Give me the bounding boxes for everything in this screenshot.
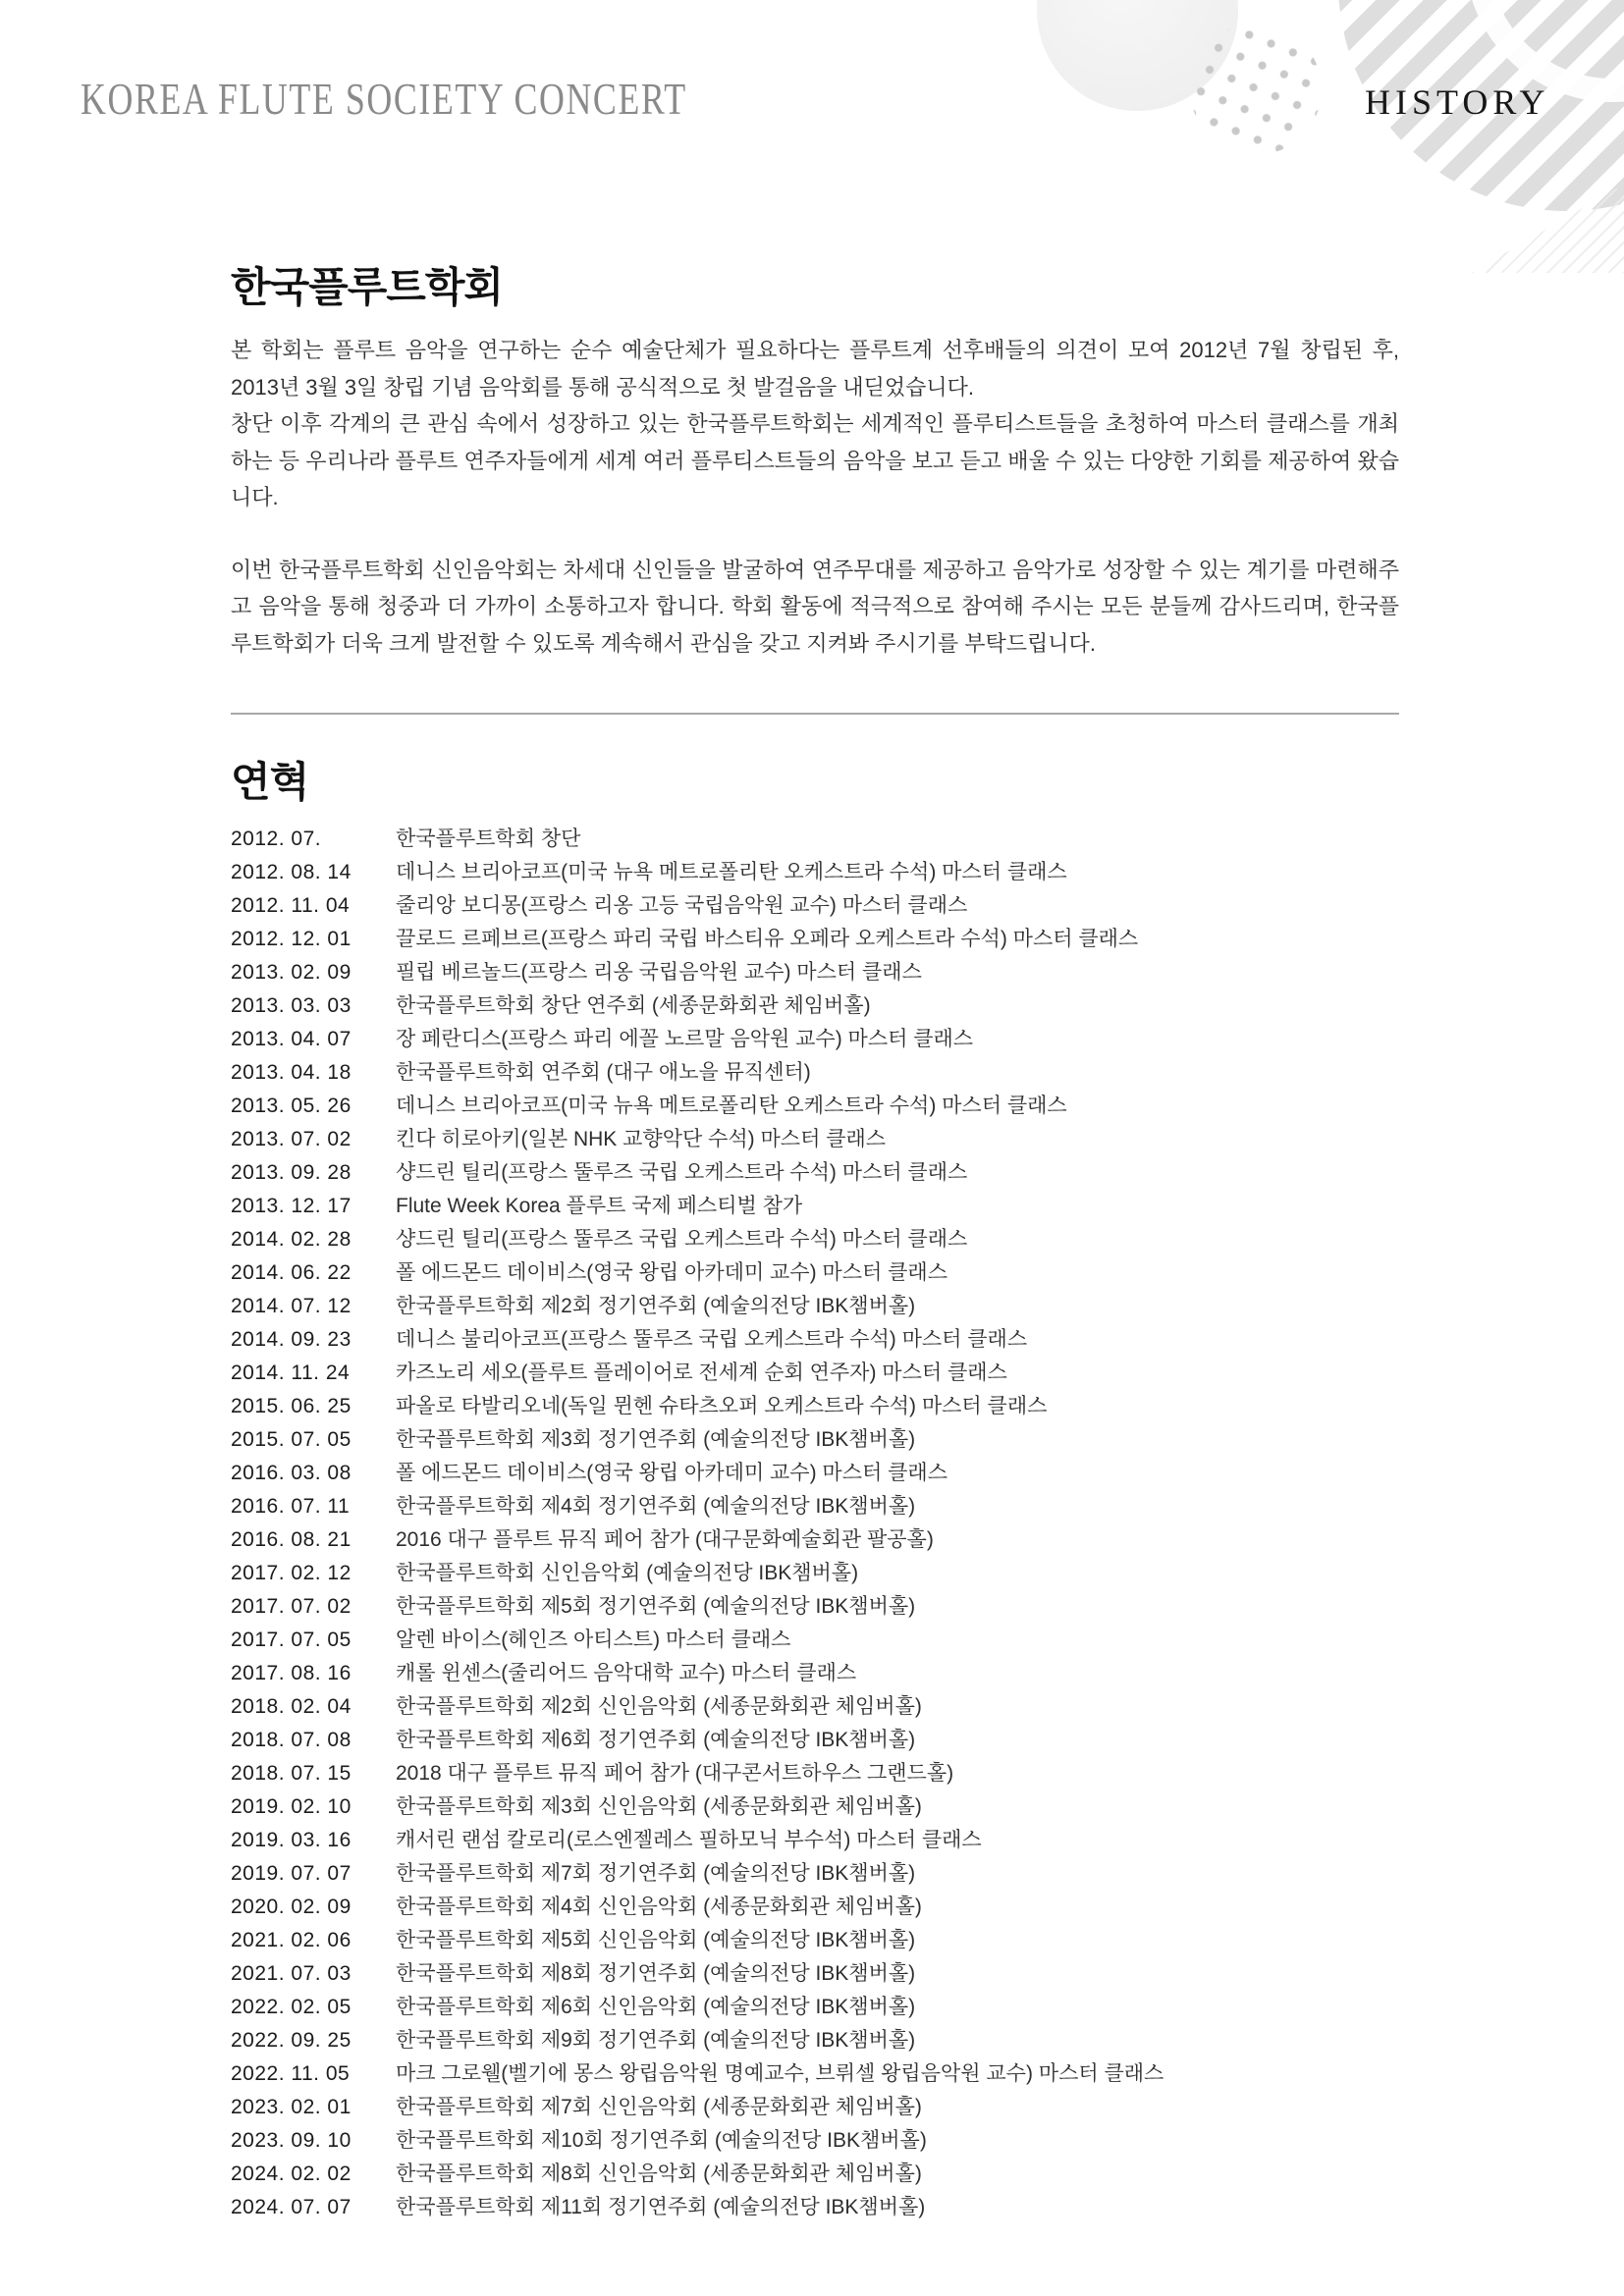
history-date: 2013. 03. 03 (231, 994, 352, 1017)
history-event: 한국플루트학회 제4회 정기연주회 (예술의전당 IBK챔버홀) (396, 1495, 916, 1518)
history-event: 파올로 타발리오네(독일 뮌헨 슈타츠오퍼 오케스트라 수석) 마스터 클래스 (396, 1395, 1048, 1417)
history-row (231, 1190, 1399, 1223)
history-row (231, 1223, 1399, 1256)
history-event: 한국플루트학회 창단 (396, 828, 581, 850)
history-date: 2013. 04. 18 (231, 1061, 352, 1084)
history-date: 2013. 02. 09 (231, 961, 352, 984)
section-divider (231, 713, 1399, 715)
history-row (231, 1290, 1399, 1323)
history-row (231, 1256, 1399, 1290)
history-event: 샹드린 틸리(프랑스 뚤루즈 국립 오케스트라 수석) 마스터 클래스 (396, 1161, 968, 1184)
history-event: 한국플루트학회 제11회 정기연주회 (예술의전당 IBK챔버홀) (396, 2196, 926, 2218)
history-date: 2018. 07. 08 (231, 1729, 352, 1751)
history-row (231, 1757, 1399, 1790)
history-event: 한국플루트학회 제5회 신인음악회 (예술의전당 IBK챔버홀) (396, 1929, 916, 1951)
history-event: 한국플루트학회 제3회 신인음악회 (세종문화회관 체임버홀) (396, 1795, 922, 1818)
history-event: 한국플루트학회 제8회 정기연주회 (예술의전당 IBK챔버홀) (396, 1962, 916, 1985)
about-paragraph: 이번 한국플루트학회 신인음악회는 차세대 신인들을 발굴하여 연주무대를 제공하고 음악가로 성장할 수 있는 계기를 마련해주고 음악을 통해 청중과 더 가까이 소통하고자 합니다. 학회 활동에 적극적으로 참여해 주시는 모든 분들께 감사드리며, 한국플루트학회가 더욱 크게 발전할 수 있도록 계속해서 관심을 갖고 지켜봐 주시기를 부탁드립니다. (231, 557, 1399, 656)
history-row (231, 1156, 1399, 1190)
section-label-history: HISTORY (1365, 82, 1550, 122)
history-event: 한국플루트학회 제8회 신인음악회 (세종문화회관 체임버홀) (396, 2163, 922, 2185)
history-date: 2017. 07. 02 (231, 1595, 352, 1618)
history-row (231, 1824, 1399, 1857)
history-date: 2017. 08. 16 (231, 1662, 352, 1684)
history-date: 2014. 09. 23 (231, 1328, 352, 1351)
history-row (231, 1357, 1399, 1390)
history-timeline (231, 823, 1399, 2224)
history-date: 2018. 02. 04 (231, 1695, 352, 1718)
history-row (231, 1624, 1399, 1657)
about-heading: 한국플루트학회 (231, 264, 504, 310)
history-date: 2021. 02. 06 (231, 1929, 352, 1951)
history-row (231, 1857, 1399, 1891)
history-event: 한국플루트학회 제7회 정기연주회 (예술의전당 IBK챔버홀) (396, 1862, 916, 1885)
history-row (231, 1557, 1399, 1590)
history-row (231, 1724, 1399, 1757)
history-row (231, 856, 1399, 889)
history-date: 2014. 07. 12 (231, 1295, 352, 1317)
history-event: 알렌 바이스(헤인즈 아티스트) 마스터 클래스 (396, 1629, 791, 1651)
history-date: 2021. 07. 03 (231, 1962, 352, 1985)
history-date: 2020. 02. 09 (231, 1896, 352, 1918)
history-date: 2016. 03. 08 (231, 1462, 352, 1484)
history-row (231, 1056, 1399, 1090)
history-row (231, 1023, 1399, 1056)
about-paragraph-line: 창단 이후 각계의 큰 관심 속에서 성장하고 있는 한국플루트학회는 세계적인 플루티스트들을 초청하여 마스터 클래스를 개최하는 등 우리나라 플루트 연주자들에게 세계 여러 플루티스트들의 음악을 보고 듣고 배울 수 있는 다양한 기회를 제공하여 왔습니다. (231, 411, 1399, 509)
history-event: 캐롤 윈센스(줄리어드 음악대학 교수) 마스터 클래스 (396, 1662, 857, 1684)
history-date: 2015. 06. 25 (231, 1395, 352, 1417)
history-row (231, 1590, 1399, 1624)
history-date: 2023. 09. 10 (231, 2129, 352, 2152)
history-event: 필립 베르놀드(프랑스 리옹 국립음악원 교수) 마스터 클래스 (396, 961, 922, 984)
history-date: 2017. 07. 05 (231, 1629, 352, 1651)
history-date: 2013. 12. 17 (231, 1195, 352, 1217)
history-row (231, 823, 1399, 856)
history-event: 줄리앙 보디몽(프랑스 리옹 고등 국립음악원 교수) 마스터 클래스 (396, 894, 968, 917)
history-row (231, 1924, 1399, 1957)
history-event: 카즈노리 세오(플루트 플레이어로 전세계 순회 연주자) 마스터 클래스 (396, 1362, 1007, 1384)
history-event: 데니스 불리아코프(프랑스 뚤루즈 국립 오케스트라 수석) 마스터 클래스 (396, 1328, 1028, 1351)
history-date: 2014. 06. 22 (231, 1261, 352, 1284)
history-event: 한국플루트학회 제2회 정기연주회 (예술의전당 IBK챔버홀) (396, 1295, 916, 1317)
history-date: 2012. 07. (231, 828, 322, 850)
history-date: 2019. 07. 07 (231, 1862, 352, 1885)
history-row (231, 889, 1399, 923)
about-text-block (231, 332, 1399, 662)
content-area (231, 0, 1399, 2224)
history-event: 캐서린 랜섬 칼로리(로스엔젤레스 필하모닉 부수석) 마스터 클래스 (396, 1829, 982, 1851)
history-row (231, 2024, 1399, 2057)
history-date: 2024. 02. 02 (231, 2163, 352, 2185)
history-event: 한국플루트학회 제6회 신인음악회 (예술의전당 IBK챔버홀) (396, 1996, 916, 2018)
history-date: 2022. 02. 05 (231, 1996, 352, 2018)
history-row (231, 1457, 1399, 1490)
history-event: 샹드린 틸리(프랑스 뚤루즈 국립 오케스트라 수석) 마스터 클래스 (396, 1228, 968, 1251)
about-paragraph-line: 본 학회는 플루트 음악을 연구하는 순수 예술단체가 필요하다는 플루트계 선후배들의 의견이 모여 2012년 7월 창립된 후, 2013년 3월 3일 창립 기념 음악회를 통해 공식적으로 첫 발걸음을 내딛었습니다. (231, 338, 1399, 400)
history-date: 2013. 04. 07 (231, 1028, 352, 1050)
history-date: 2013. 07. 02 (231, 1128, 352, 1150)
history-date: 2017. 02. 12 (231, 1562, 352, 1584)
history-event: 끌로드 르페브르(프랑스 파리 국립 바스티유 오페라 오케스트라 수석) 마스터 클래스 (396, 928, 1139, 950)
history-date: 2024. 07. 07 (231, 2196, 352, 2218)
history-row (231, 1490, 1399, 1523)
history-date: 2013. 09. 28 (231, 1161, 352, 1184)
history-event: 폴 에드몬드 데이비스(영국 왕립 아카데미 교수) 마스터 클래스 (396, 1261, 947, 1284)
history-event: 한국플루트학회 제4회 신인음악회 (세종문화회관 체임버홀) (396, 1896, 922, 1918)
history-event: 2016 대구 플루트 뮤직 페어 참가 (대구문화예술회관 팔공홀) (396, 1528, 934, 1551)
history-row (231, 1891, 1399, 1924)
history-event: 킨다 히로아키(일본 NHK 교향악단 수석) 마스터 클래스 (396, 1128, 887, 1150)
history-row (231, 2057, 1399, 2091)
history-row (231, 1323, 1399, 1357)
brand-title: KOREA FLUTE SOCIETY CONCERT (81, 74, 687, 124)
history-row (231, 1991, 1399, 2024)
history-row (231, 1790, 1399, 1824)
history-row (231, 2191, 1399, 2224)
history-row (231, 1690, 1399, 1724)
history-row (231, 1390, 1399, 1423)
history-event: 데니스 브리아코프(미국 뉴욕 메트로폴리탄 오케스트라 수석) 마스터 클래스 (396, 1095, 1067, 1117)
history-date: 2022. 11. 05 (231, 2062, 351, 2085)
history-date: 2012. 12. 01 (231, 928, 352, 950)
history-row (231, 989, 1399, 1023)
history-event: 한국플루트학회 신인음악회 (예술의전당 IBK챔버홀) (396, 1562, 859, 1584)
history-date: 2019. 02. 10 (231, 1795, 352, 1818)
history-date: 2013. 05. 26 (231, 1095, 352, 1117)
history-heading: 연혁 (231, 759, 309, 805)
history-event: 한국플루트학회 제6회 정기연주회 (예술의전당 IBK챔버홀) (396, 1729, 916, 1751)
history-date: 2016. 07. 11 (231, 1495, 351, 1518)
history-event: 마크 그로웰(벨기에 몽스 왕립음악원 명예교수, 브뤼셀 왕립음악원 교수) 마스터 클래스 (396, 2062, 1164, 2085)
history-event: 장 페란디스(프랑스 파리 에꼴 노르말 음악원 교수) 마스터 클래스 (396, 1028, 974, 1050)
history-row (231, 2158, 1399, 2191)
history-event: 한국플루트학회 제7회 신인음악회 (세종문화회관 체임버홀) (396, 2096, 922, 2118)
history-event: 한국플루트학회 연주회 (대구 애노을 뮤직센터) (396, 1061, 811, 1084)
history-row (231, 956, 1399, 989)
history-row (231, 1523, 1399, 1557)
history-event: 한국플루트학회 제2회 신인음악회 (세종문화회관 체임버홀) (396, 1695, 922, 1718)
history-row (231, 1957, 1399, 1991)
history-event: 데니스 브리아코프(미국 뉴욕 메트로폴리탄 오케스트라 수석) 마스터 클래스 (396, 861, 1067, 883)
history-date: 2016. 08. 21 (231, 1528, 352, 1551)
history-row (231, 1657, 1399, 1690)
history-date: 2012. 08. 14 (231, 861, 352, 883)
history-date: 2018. 07. 15 (231, 1762, 352, 1785)
history-event: 한국플루트학회 제5회 정기연주회 (예술의전당 IBK챔버홀) (396, 1595, 916, 1618)
history-date: 2014. 02. 28 (231, 1228, 352, 1251)
history-event: 한국플루트학회 제10회 정기연주회 (예술의전당 IBK챔버홀) (396, 2129, 927, 2152)
history-date: 2014. 11. 24 (231, 1362, 351, 1384)
history-event: Flute Week Korea 플루트 국제 페스티벌 참가 (396, 1195, 803, 1217)
history-event: 한국플루트학회 창단 연주회 (세종문화회관 체임버홀) (396, 994, 871, 1017)
history-row (231, 1423, 1399, 1457)
history-event: 2018 대구 플루트 뮤직 페어 참가 (대구콘서트하우스 그랜드홀) (396, 1762, 954, 1785)
history-date: 2015. 07. 05 (231, 1428, 352, 1451)
history-row (231, 2124, 1399, 2158)
history-event: 한국플루트학회 제9회 정기연주회 (예술의전당 IBK챔버홀) (396, 2029, 916, 2052)
history-date: 2019. 03. 16 (231, 1829, 352, 1851)
history-row (231, 2091, 1399, 2124)
history-date: 2012. 11. 04 (231, 894, 351, 917)
history-date: 2022. 09. 25 (231, 2029, 352, 2052)
history-date: 2023. 02. 01 (231, 2096, 352, 2118)
history-row (231, 1123, 1399, 1156)
history-row (231, 923, 1399, 956)
history-row (231, 1090, 1399, 1123)
history-event: 한국플루트학회 제3회 정기연주회 (예술의전당 IBK챔버홀) (396, 1428, 916, 1451)
history-event: 폴 에드몬드 데이비스(영국 왕립 아카데미 교수) 마스터 클래스 (396, 1462, 947, 1484)
